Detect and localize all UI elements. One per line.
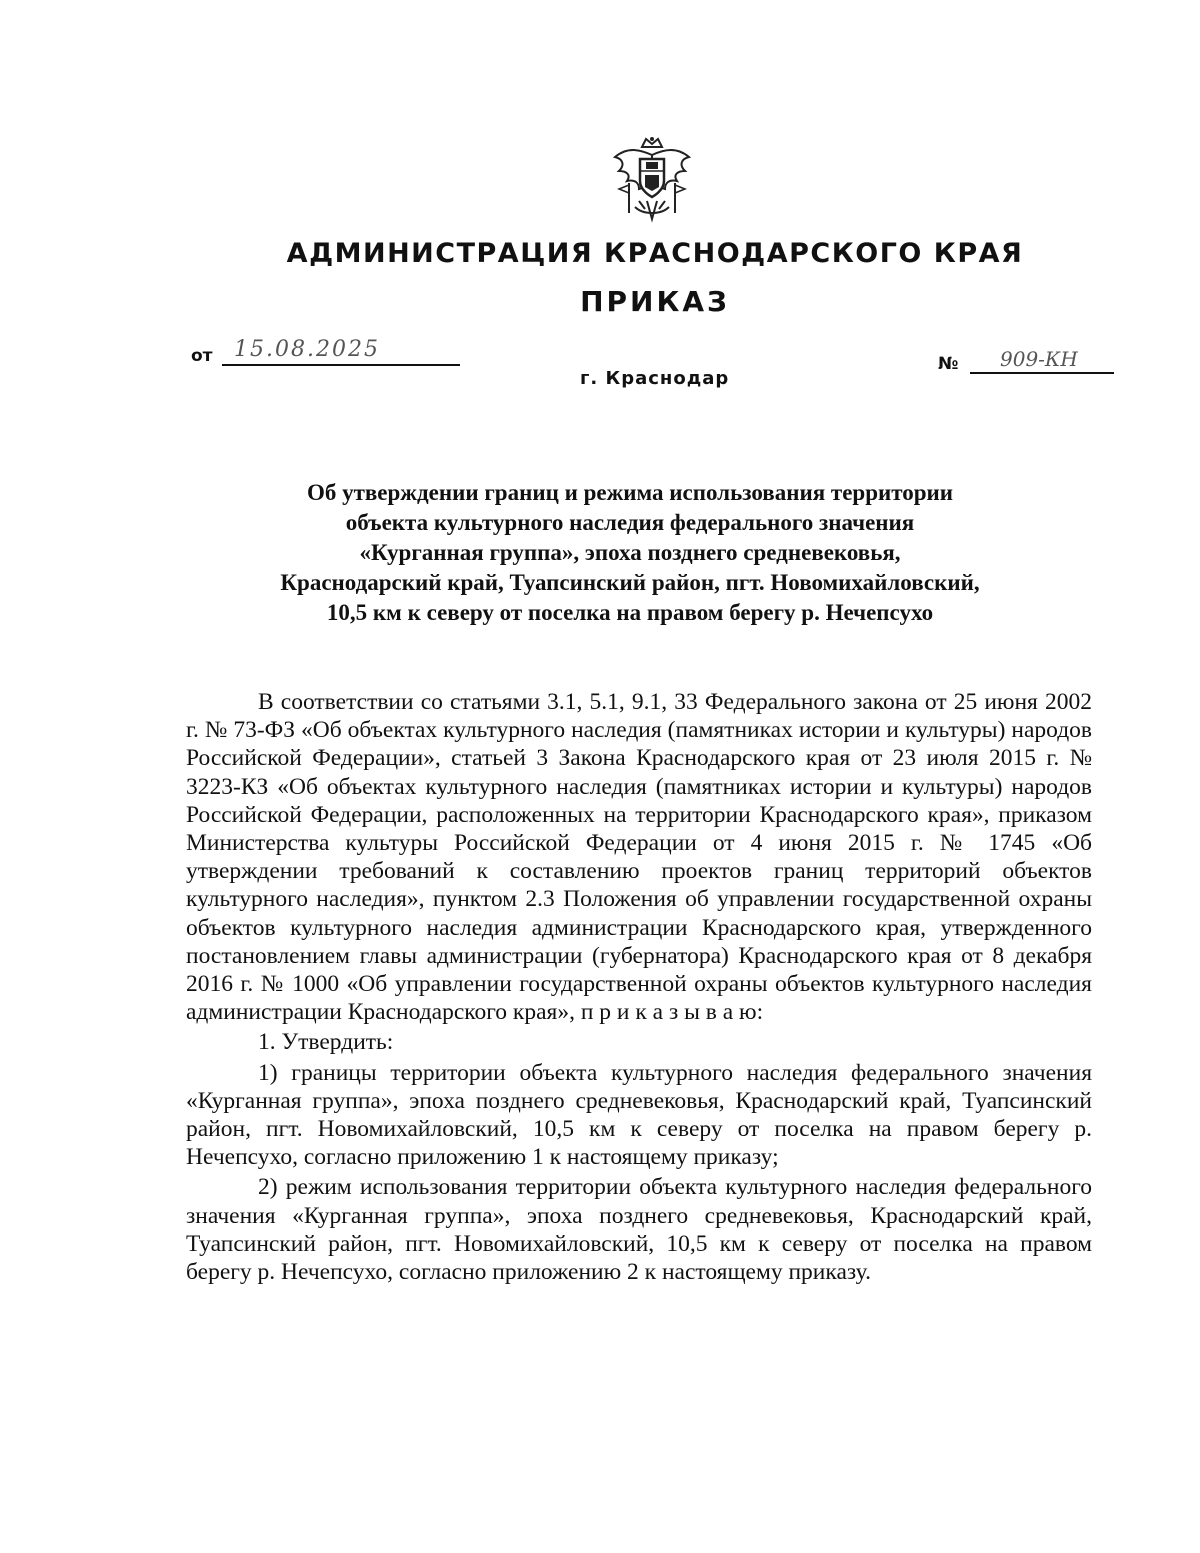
number-field — [970, 346, 1114, 374]
date-field — [222, 336, 460, 366]
subject-line: Краснодарский край, Туапсинский район, пгт. Новомихайловский, — [280, 570, 980, 595]
date-label: от — [191, 346, 213, 366]
subject-line: Об утверждении границ и режима использования территории — [306, 480, 954, 505]
number-value: 909-КН — [1000, 347, 1078, 371]
clause-1-item-1: 1) границы территории объекта культурного наследия федерального значения «Курганная группа», эпоха позднего средневековья, Краснодарский край, Туапсинский район, пгт. Новомихайловский, 10,5 км к северу от поселка на правом берегу р. Нечепсухо, согласно приложению 1 к настоящему приказу; — [186, 1059, 1092, 1171]
clause-1-item-2: 2) режим использования территории объекта культурного наследия федерального значения «Курганная группа», эпоха позднего средневековья, Краснодарский край, Туапсинский район, пгт. Новомихайловский, 10,5 км к северу от поселка на правом берегу р. Нечепсухо, согласно приложению 2 к настоящему приказу. — [186, 1174, 1092, 1286]
preamble-paragraph: В соответствии со статьями 3.1, 5.1, 9.1, 33 Федерального закона от 25 июня 2002 г. № 73-ФЗ «Об объектах культурного наследия (памятниках истории и культуры) народов Российской Федерации», статьей 3 Закона Краснодарского края от 23 июля 2015 г. № 3223-КЗ «Об объектах культурного наследия (памятниках истории и культуры) народов Российской Федерации, расположенных на территории Краснодарского края», приказом Министерства культуры Российской Федерации от 4 июня 2015 г. № 1745 «Об утверждении требований к составлению проектов границ территорий объектов культурного наследия», пунктом 2.3 Положения об управлении государственной охраны объектов культурного наследия администрации Краснодарского края, утвержденного постановлением главы администрации (губернатора) Краснодарского края от 8 декабря 2016 г. № 1000 «Об управлении государственной охраны объектов культурного наследия администрации Краснодарского края», п р и к а з ы в а ю: — [186, 689, 1092, 1026]
subject-line: 10,5 км к северу от поселка на правом берегу р. Нечепсухо — [326, 600, 934, 625]
organization-title: АДМИНИСТРАЦИЯ КРАСНОДАРСКОГО КРАЯ — [286, 238, 1024, 269]
subject-line: объекта культурного наследия федерального значения — [345, 510, 915, 535]
order-subject — [200, 478, 1060, 628]
city: г. Краснодар — [580, 368, 730, 389]
subject-line: «Курганная группа», эпоха позднего средневековья, — [359, 540, 901, 565]
clause-1: 1. Утвердить: — [258, 1029, 394, 1056]
number-label: № — [938, 354, 959, 374]
coat-of-arms-icon — [605, 135, 699, 223]
date-value: 15.08.2025 — [234, 337, 380, 362]
order-body — [186, 688, 1092, 1286]
document-type: ПРИКАЗ — [580, 285, 730, 318]
